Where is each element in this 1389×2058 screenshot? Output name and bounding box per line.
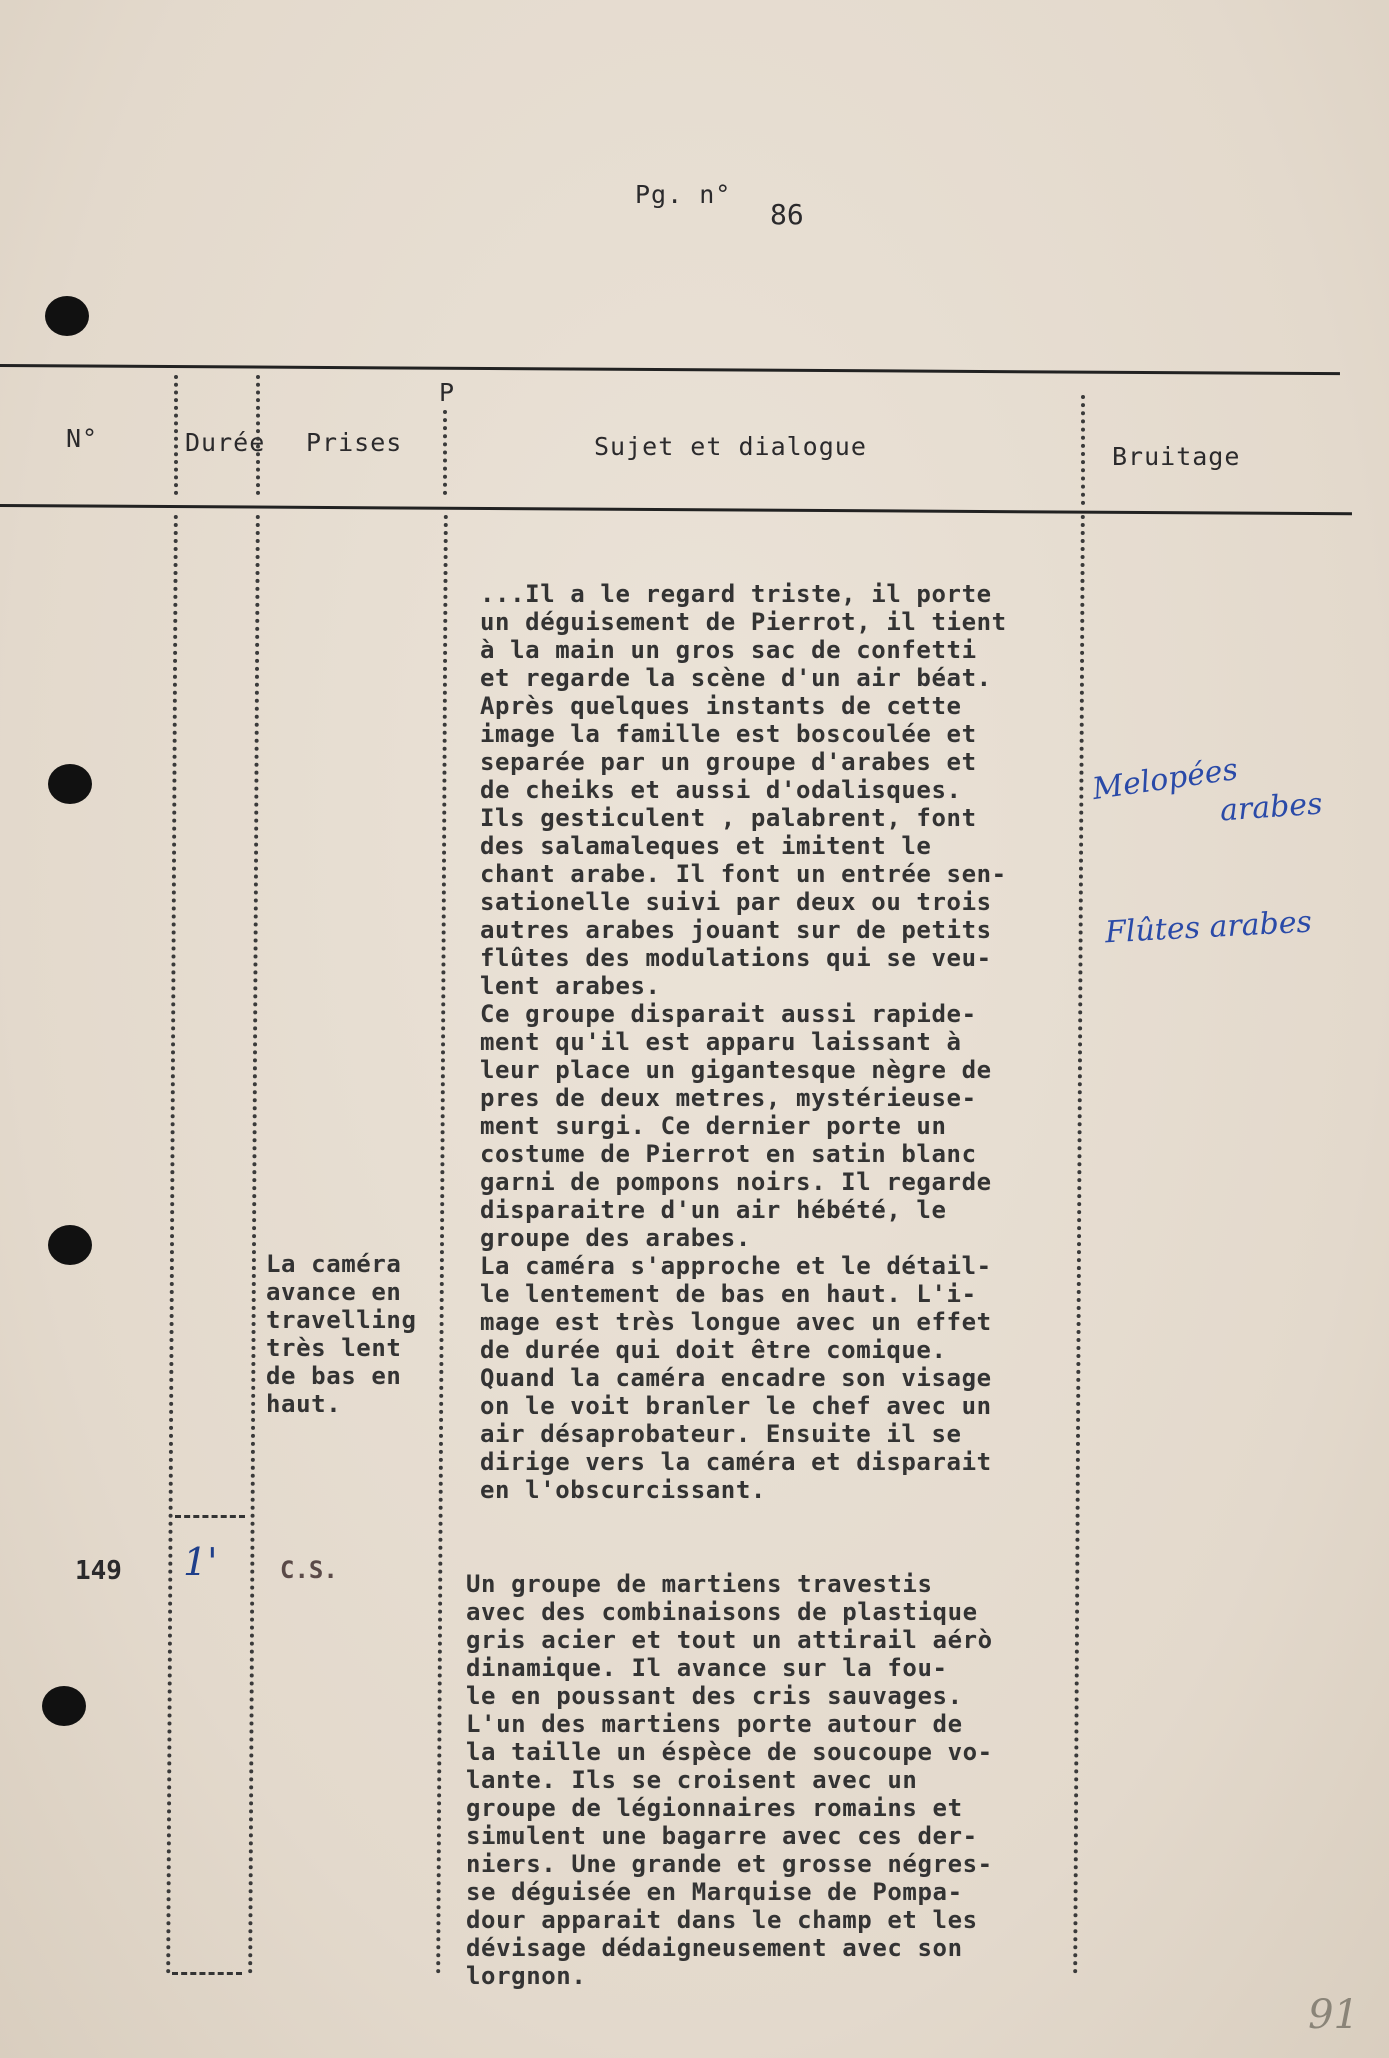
- scene-divider-top: [175, 1515, 245, 1518]
- prises-camera-movement: La caméra avance en travelling très lent de bas en haut.: [266, 1250, 417, 1418]
- column-header-prises: Prises: [306, 428, 403, 457]
- page-number-value: 86: [770, 198, 804, 231]
- page-number-label: Pg. n°: [635, 180, 732, 209]
- column-header-sujet: Sujet et dialogue: [594, 432, 867, 461]
- column-separator-bruitage-body: [1073, 515, 1085, 1975]
- bruitage-note-melopees: Melopées: [1090, 751, 1240, 808]
- column-separator-prises: [256, 375, 260, 495]
- punch-hole-2: [48, 764, 92, 804]
- column-header-p: P: [439, 378, 456, 407]
- bruitage-note-flutes: Flûtes arabes: [1104, 904, 1313, 951]
- header-top-rule: [0, 364, 1340, 375]
- column-separator-duree: [174, 375, 178, 495]
- scene-divider-bottom: [172, 1972, 242, 1975]
- scene-shot-type: C.S.: [280, 1556, 338, 1584]
- scene-number: 149: [75, 1556, 122, 1586]
- column-separator-prises-body: [248, 515, 260, 1975]
- column-separator-bruitage: [1081, 395, 1085, 505]
- punch-hole-1: [45, 296, 89, 336]
- column-separator-p: [443, 410, 447, 495]
- column-header-no: N°: [66, 424, 99, 453]
- archive-page-number: 91: [1308, 1992, 1359, 2038]
- bruitage-note-arabes: arabes: [1218, 786, 1324, 829]
- header-bottom-rule: [0, 504, 1352, 515]
- punch-hole-3: [48, 1225, 92, 1265]
- column-header-bruitage: Bruitage: [1112, 442, 1241, 471]
- punch-hole-4: [42, 1686, 86, 1726]
- column-separator-p-body: [436, 515, 448, 1975]
- dialogue-block-1: ...Il a le regard triste, il porte un déguisement de Pierrot, il tient à la main un gros sac de confetti et regarde la scène d'un air béat. Après quelques instants de cette image la famille est boscoulée et separée par un groupe d'arabes et de cheiks et aussi d'odalisques. Ils gesticulent , palabrent, font des salamaleques et imitent le chant arabe. Il font un entrée sen- sationelle suivi par deux ou trois autres arabes jouant sur de petits flûtes des modulations qui se veu- lent arabes. Ce groupe disparait aussi rapide- ment qu'il est apparu laissant à leur place un gigantesque nègre de pres de deux metres, mystérieuse- ment surgi. Ce dernier porte un costume de Pierrot en satin blanc garni de pompons noirs. Il regarde disparaitre d'un air hébété, le groupe des arabes. La caméra s'approche et le détail- le lentement de bas en haut. L'i- mage est très longue avec un effet de durée qui doit être comique. Quand la caméra encadre son visage on le voit branler le chef avec un air désaprobateur. Ensuite il se dirige vers la caméra et disparait en l'obscurcissant.: [480, 580, 1007, 1504]
- scene-duration: 1': [183, 1540, 218, 1584]
- dialogue-block-149: Un groupe de martiens travestis avec des combinaisons de plastique gris acier et tout un attirail aérò dinamique. Il avance sur la fou- le en poussant des cris sauvages. L'un des martiens porte autour de la taille un éspèce de soucoupe vo- lante. Ils se croisent avec un groupe de légionnaires romains et simulent une bagarre avec ces der- niers. Une grande et grosse négres- se déguisée en Marquise de Pompa- dour apparait dans le champ et les dévisage dédaigneusement avec son lorgnon.: [466, 1570, 993, 1990]
- column-separator-duree-body: [166, 515, 178, 1975]
- column-header-duree: Durée: [185, 428, 266, 457]
